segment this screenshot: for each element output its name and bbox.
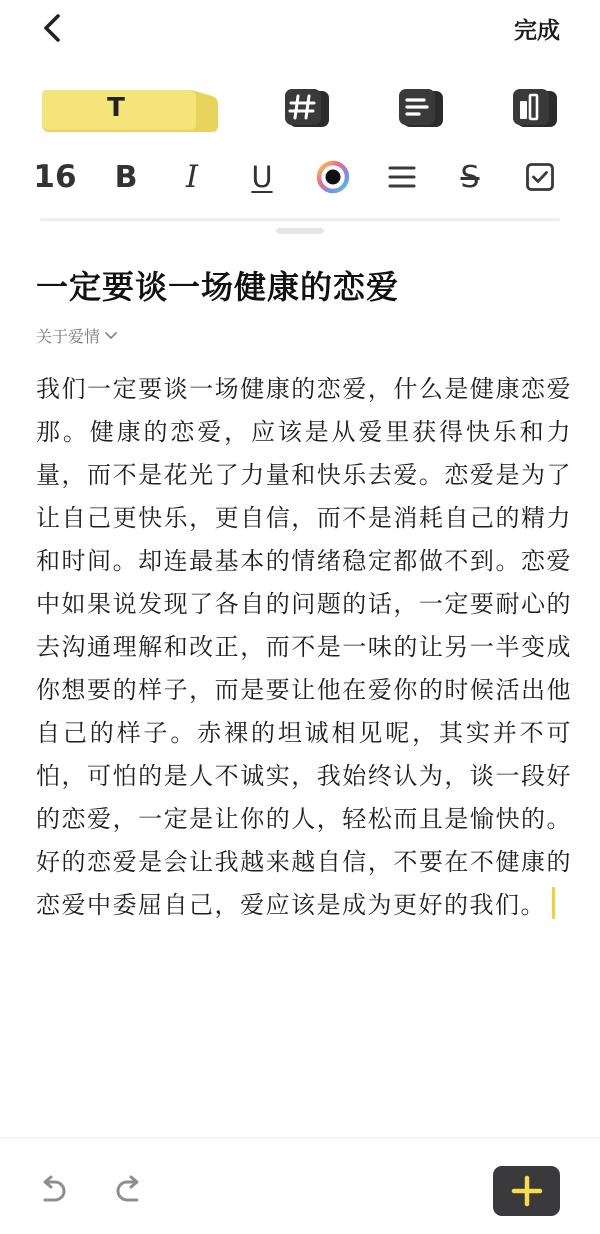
back-button[interactable] bbox=[34, 8, 70, 48]
paragraph-style-icon bbox=[397, 87, 445, 129]
align-button[interactable] bbox=[384, 152, 420, 202]
hashtag-icon bbox=[283, 87, 331, 129]
note-body-editor[interactable] bbox=[36, 368, 572, 927]
tab-text-style[interactable] bbox=[40, 84, 220, 132]
add-button[interactable] bbox=[493, 1166, 560, 1216]
toolbar-divider bbox=[40, 218, 560, 221]
top-bar bbox=[0, 0, 600, 62]
checkbox-icon bbox=[525, 162, 555, 192]
done-button[interactable]: 完成 bbox=[514, 18, 560, 44]
tab-heading[interactable] bbox=[282, 84, 332, 132]
strikethrough-button[interactable]: S bbox=[460, 159, 480, 195]
text-color-button[interactable] bbox=[314, 152, 352, 202]
redo-button[interactable] bbox=[112, 1173, 146, 1207]
text-style-icon: T bbox=[107, 93, 125, 123]
underline-button[interactable]: U bbox=[251, 160, 273, 194]
italic-button[interactable]: I bbox=[185, 159, 199, 195]
format-tabs bbox=[0, 84, 600, 136]
bottom-divider bbox=[0, 1137, 600, 1138]
align-lines-icon bbox=[387, 164, 417, 190]
chevron-left-icon bbox=[41, 13, 63, 43]
font-size-button[interactable]: 16 bbox=[33, 159, 77, 195]
layout-columns-icon bbox=[511, 87, 559, 129]
undo-icon bbox=[36, 1173, 70, 1207]
tab-paragraph[interactable] bbox=[396, 84, 446, 132]
color-picker-icon bbox=[316, 160, 350, 194]
drag-handle[interactable] bbox=[276, 228, 324, 234]
active-tab-highlight bbox=[40, 88, 218, 132]
chevron-down-icon bbox=[104, 331, 118, 341]
redo-icon bbox=[112, 1173, 146, 1207]
note-body-text: 我们一定要谈一场健康的恋爱，什么是健康恋爱那。健康的恋爱，应该是从爱里获得快乐和力量，而不是花光了力量和快乐去爱。恋爱是为了让自己更快乐，更自信，而不是消耗自己的精力和时间。却连最基本的情绪稳定都做不到。恋爱中如果说发现了各自的问题的话，一定要耐心的去沟通理解和改正，而不是一味的让另一半变成你想要的样子，而是要让他在爱你的时候活出他自己的样子。赤裸的坦诚相见呢，其实并不可怕，可怕的是人不诚实，我始终认为，谈一段好的恋爱，一定是让你的人，轻松而且是愉快的。好的恋爱是会让我越来越自信，不要在不健康的恋爱中委屈自己，爱应该是成为更好的我们。 bbox=[36, 375, 572, 919]
category-label: 关于爱情 bbox=[36, 327, 101, 346]
note-title[interactable]: 一定要谈一场健康的恋爱 bbox=[36, 268, 400, 306]
category-dropdown[interactable] bbox=[36, 324, 118, 347]
tab-layout[interactable] bbox=[510, 84, 560, 132]
text-caret bbox=[552, 887, 555, 919]
undo-button[interactable] bbox=[36, 1173, 70, 1207]
plus-icon bbox=[511, 1175, 543, 1207]
bold-button[interactable]: B bbox=[114, 159, 138, 195]
format-toolbar bbox=[0, 152, 600, 204]
checklist-button[interactable] bbox=[522, 152, 558, 202]
